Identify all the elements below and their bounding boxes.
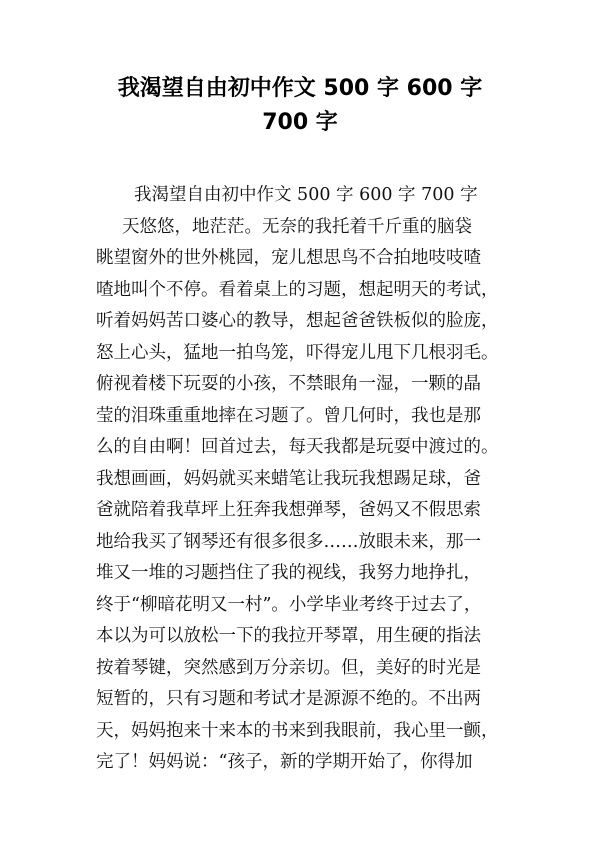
paragraph-line: 么的自由啊！回首过去，每天我都是玩耍中渡过的。 [96,437,499,457]
essay-body [96,180,516,779]
title-line-1: 我渴望自由初中作文 500 字 600 字 [117,76,483,101]
paragraph-line: 完了！妈妈说：“孩子，新的学期开始了，你得加 [96,752,473,772]
paragraph-line: 天，妈妈抱来十来本的书来到我眼前，我心里一颤， [96,720,499,741]
paragraph-line: 听着妈妈苦口婆心的教导，想起爸爸铁板似的脸庞， [96,311,499,331]
paragraph-line: 本以为可以放松一下的我拉开琴罩，用生硬的指法 [96,626,481,646]
essay-subtitle: 我渴望自由初中作文 500 字 600 字 700 字 [134,185,478,205]
paragraph-line: 终于“柳暗花明又一村”。小学毕业考终于过去了， [96,594,482,615]
paragraph-line: 怒上心头，猛地一拍鸟笼，吓得宠儿甩下几根羽毛。 [96,342,499,363]
paragraph-line: 我想画画，妈妈就买来蜡笔让我玩我想踢足球，爸 [96,468,481,489]
paragraph-line: 俯视着楼下玩耍的小孩，不禁眼角一湿，一颗的晶 [96,374,481,394]
paragraph-line: 莹的泪珠重重地摔在习题了。曾几何时，我也是那 [96,405,481,426]
paragraph-line: 爸就陪着我草坪上狂奔我想弹琴，爸妈又不假思索 [96,500,481,520]
paragraph-line: 喳地叫个不停。看着桌上的习题，想起明天的考试， [96,279,499,300]
paragraph-line: 按着琴键，突然感到万分亲切。但，美好的时光是 [96,657,481,678]
paragraph-line: 眺望窗外的世外桃园，宠儿想思鸟不合拍地吱吱喳 [96,248,481,268]
paragraph-line: 堆又一堆的习题挡住了我的视线，我努力地挣扎， [96,563,481,583]
title-line-2: 700 字 [262,110,338,135]
paragraph-line: 短暂的，只有习题和考试才是源源不绝的。不出两 [96,689,481,709]
document-title [60,72,540,140]
paragraph-line: 地给我买了钢琴还有很多很多……放眼未来，那一 [96,531,481,552]
paragraph-line: 天悠悠，地茫茫。无奈的我托着千斤重的脑袋 [122,216,472,237]
